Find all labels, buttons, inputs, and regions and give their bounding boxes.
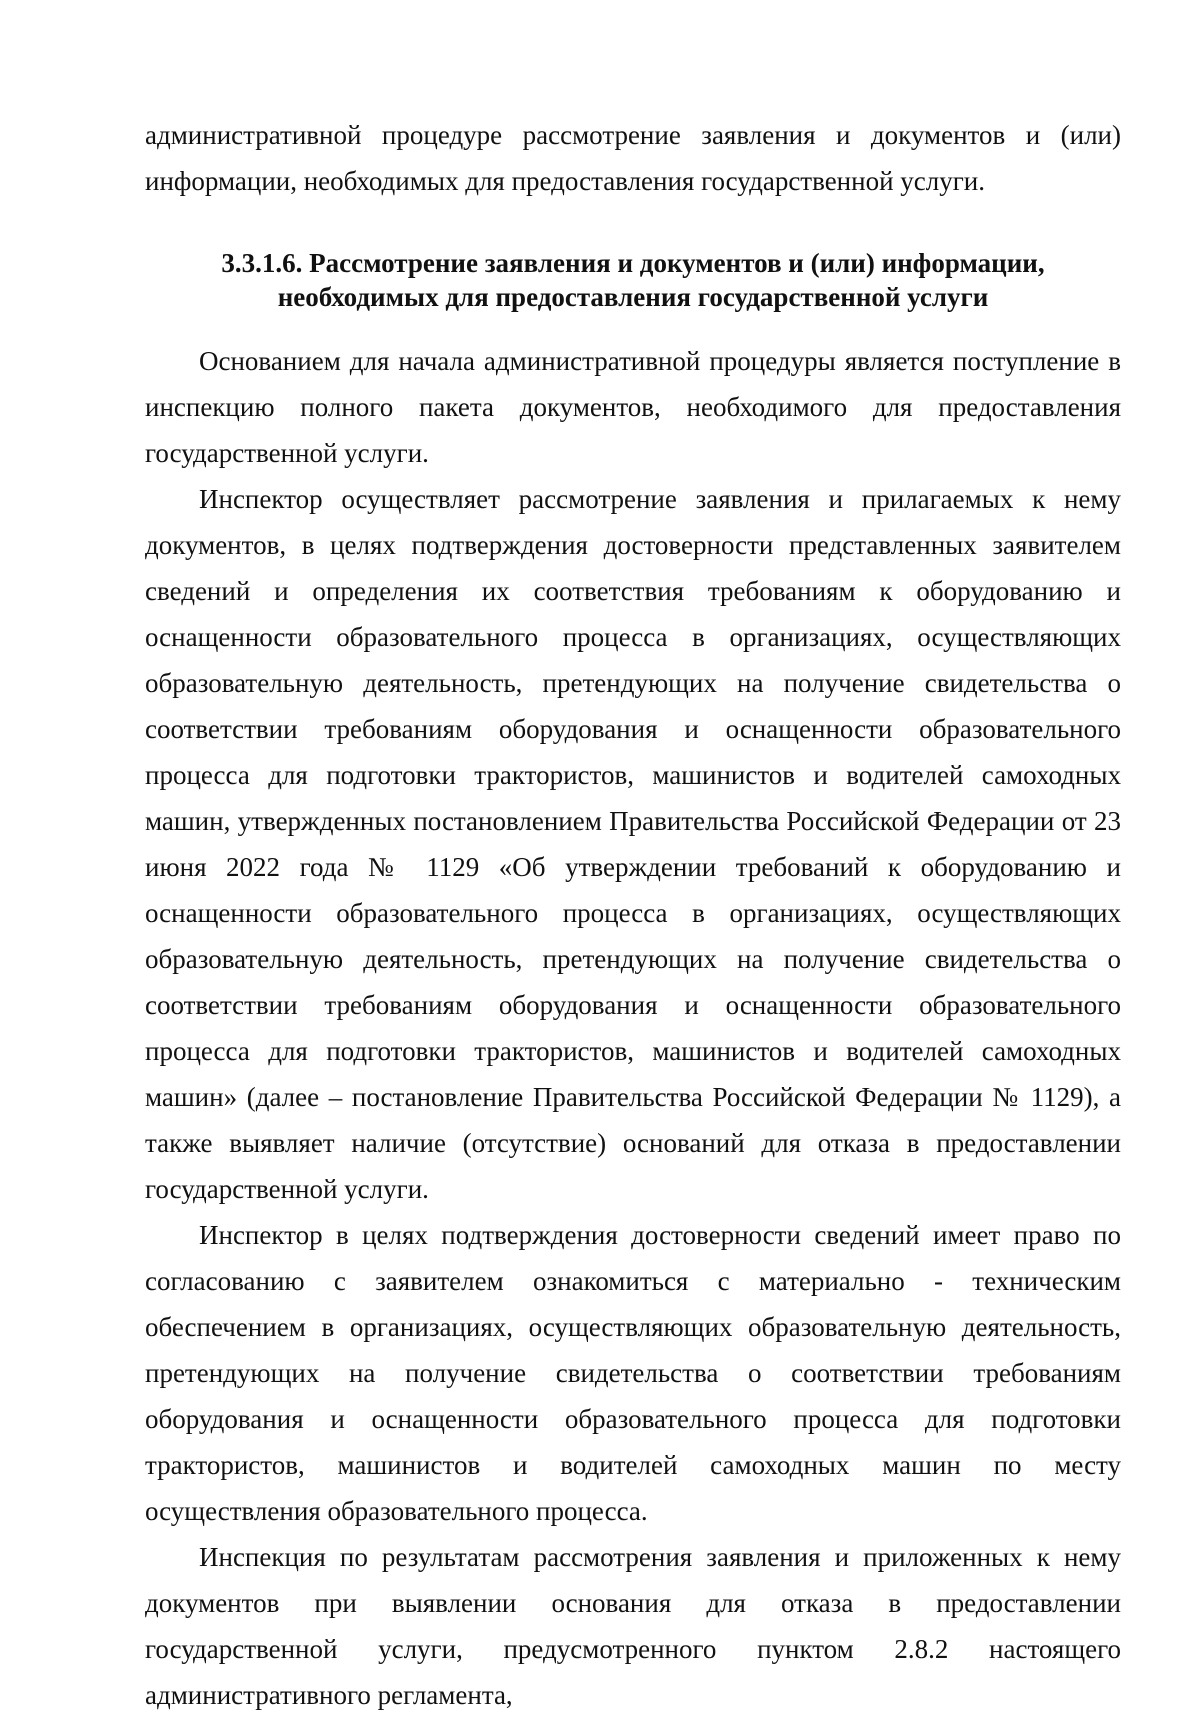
paragraph-inspection-results: Инспекция по результатам рассмотрения заявления и приложенных к нему документов при выявлении основания для отказа в предоставлении государственной услуги, предусмотренного пунктом 2.8.2 настоящего административного регламента,: [145, 1542, 1121, 1710]
paragraph-inspector-review: Инспектор осуществляет рассмотрение заявления и прилагаемых к нему документов, в целях подтверждения достоверности представленных заявителем сведений и определения их соответствия требованиям к оборудованию и оснащенности образовательного процесса в организациях, осуществляющих образовательную деятельность, претендующих на получение свидетельства о соответствии требованиям оборудования и оснащенности образовательного процесса для подготовки трактористов, машинистов и водителей самоходных машин, утвержденных постановлением Правительства Российской Федерации от 23 июня 2022 года № 1129 «Об утверждении требований к оборудованию и оснащенности образовательного процесса в организациях, осуществляющих образовательную деятельность, претендующих на получение свидетельства о соответствии требованиям оборудования и оснащенности образовательного процесса для подготовки трактористов, машинистов и водителей самоходных машин» (далее – постановление Правительства Российской Федерации № 1129), а также выявляет наличие (отсутствие) оснований для отказа в предоставлении государственной услуги.: [145, 484, 1121, 1204]
section-heading-line-1: 3.3.1.6. Рассмотрение заявления и документов и (или) информации,: [221, 248, 1045, 278]
section-heading: [185, 246, 1081, 314]
document-body: [145, 112, 1121, 1718]
continuation-paragraph: административной процедуре рассмотрение заявления и документов и (или) информации, необходимых для предоставления государственной услуги.: [145, 120, 1121, 196]
paragraph-inspector-rights: Инспектор в целях подтверждения достоверности сведений имеет право по согласованию с заявителем ознакомиться с материально - техническим обеспечением в организациях, осуществляющих образовательную деятельность, претендующих на получение свидетельства о соответствии требованиям оборудования и оснащенности образовательного процесса для подготовки трактористов, машинистов и водителей самоходных машин по месту осуществления образовательного процесса.: [145, 1220, 1121, 1526]
section-heading-line-2: необходимых для предоставления государственной услуги: [277, 282, 989, 312]
paragraph-grounds: Основанием для начала административной процедуры является поступление в инспекцию полного пакета документов, необходимого для предоставления государственной услуги.: [145, 346, 1121, 468]
